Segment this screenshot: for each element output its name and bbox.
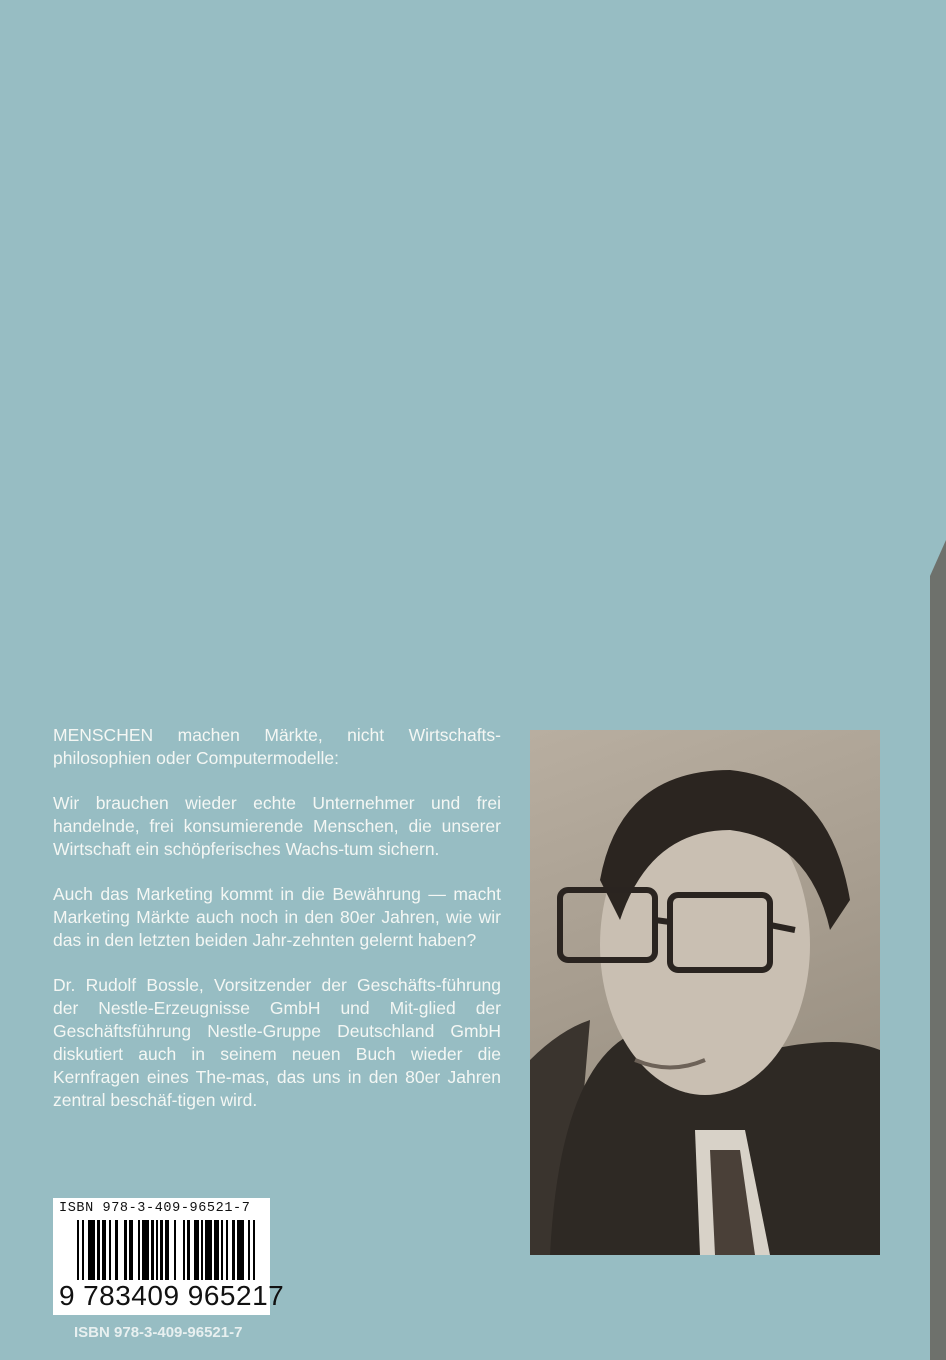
barcode-bar — [109, 1220, 111, 1280]
blurb-paragraph-2: Wir brauchen wieder echte Unternehmer und frei handelnde, frei konsumierende Menschen, die unserer Wirtschaft ein schöpferisches Wachs-tum sichern. — [53, 793, 501, 859]
barcode-bar — [253, 1220, 255, 1280]
author-portrait — [530, 730, 880, 1255]
barcode-bar — [183, 1220, 185, 1280]
back-cover-blurb — [53, 724, 501, 1112]
barcode-bar — [194, 1220, 199, 1280]
isbn-footer: ISBN 978-3-409-96521-7 — [74, 1324, 243, 1341]
barcode-bar — [205, 1220, 212, 1280]
barcode-bar — [160, 1220, 162, 1280]
isbn-barcode — [53, 1198, 285, 1315]
book-spine-edge — [930, 540, 946, 1360]
blurb-paragraph-4: Dr. Rudolf Bossle, Vorsitzender der Geschäfts-führung der Nestle-Erzeugnisse GmbH und Mit-glied der Geschäftsführung Nestle-Gruppe Deutschland GmbH diskutiert auch in seinem neuen Buch wieder die Kernfragen eines The-mas, das uns in den 80er Jahren zentral beschäf-tigen wird. — [53, 975, 501, 1110]
barcode-bar — [82, 1220, 84, 1280]
barcode-bar — [248, 1220, 250, 1280]
barcode-digits — [59, 1281, 284, 1311]
barcode-bar — [138, 1220, 140, 1280]
blurb-paragraph-1: MENSCHEN machen Märkte, nicht Wirtschafts-philosophien oder Computermodelle: — [53, 725, 501, 768]
barcode-bar — [129, 1220, 134, 1280]
barcode-bar — [221, 1220, 223, 1280]
barcode-bar — [77, 1220, 79, 1280]
barcode-bars — [77, 1220, 257, 1280]
barcode-isbn-label: ISBN 978-3-409-96521-7 — [59, 1201, 251, 1216]
barcode-bar — [156, 1220, 158, 1280]
blurb-paragraph-3: Auch das Marketing kommt in die Bewährung — macht Marketing Märkte auch noch in den 80er Jahren, wie wir das in den letzten beiden Jahr-zehnten gelernt haben? — [53, 884, 501, 950]
barcode-bar — [201, 1220, 203, 1280]
barcode-bar — [115, 1220, 117, 1280]
barcode-bar — [226, 1220, 228, 1280]
barcode-bar — [232, 1220, 234, 1280]
barcode-bar — [165, 1220, 170, 1280]
barcode-bar — [142, 1220, 149, 1280]
barcode-bar — [174, 1220, 176, 1280]
barcode-bar — [187, 1220, 189, 1280]
barcode-digit-first: 9 — [59, 1280, 76, 1311]
barcode-bar — [214, 1220, 219, 1280]
barcode-bar — [124, 1220, 126, 1280]
barcode-bar — [237, 1220, 244, 1280]
barcode-bar — [102, 1220, 107, 1280]
barcode-bar — [151, 1220, 153, 1280]
barcode-bar — [88, 1220, 95, 1280]
barcode-digits-rest: 783409 965217 — [83, 1280, 285, 1311]
barcode-bar — [97, 1220, 99, 1280]
